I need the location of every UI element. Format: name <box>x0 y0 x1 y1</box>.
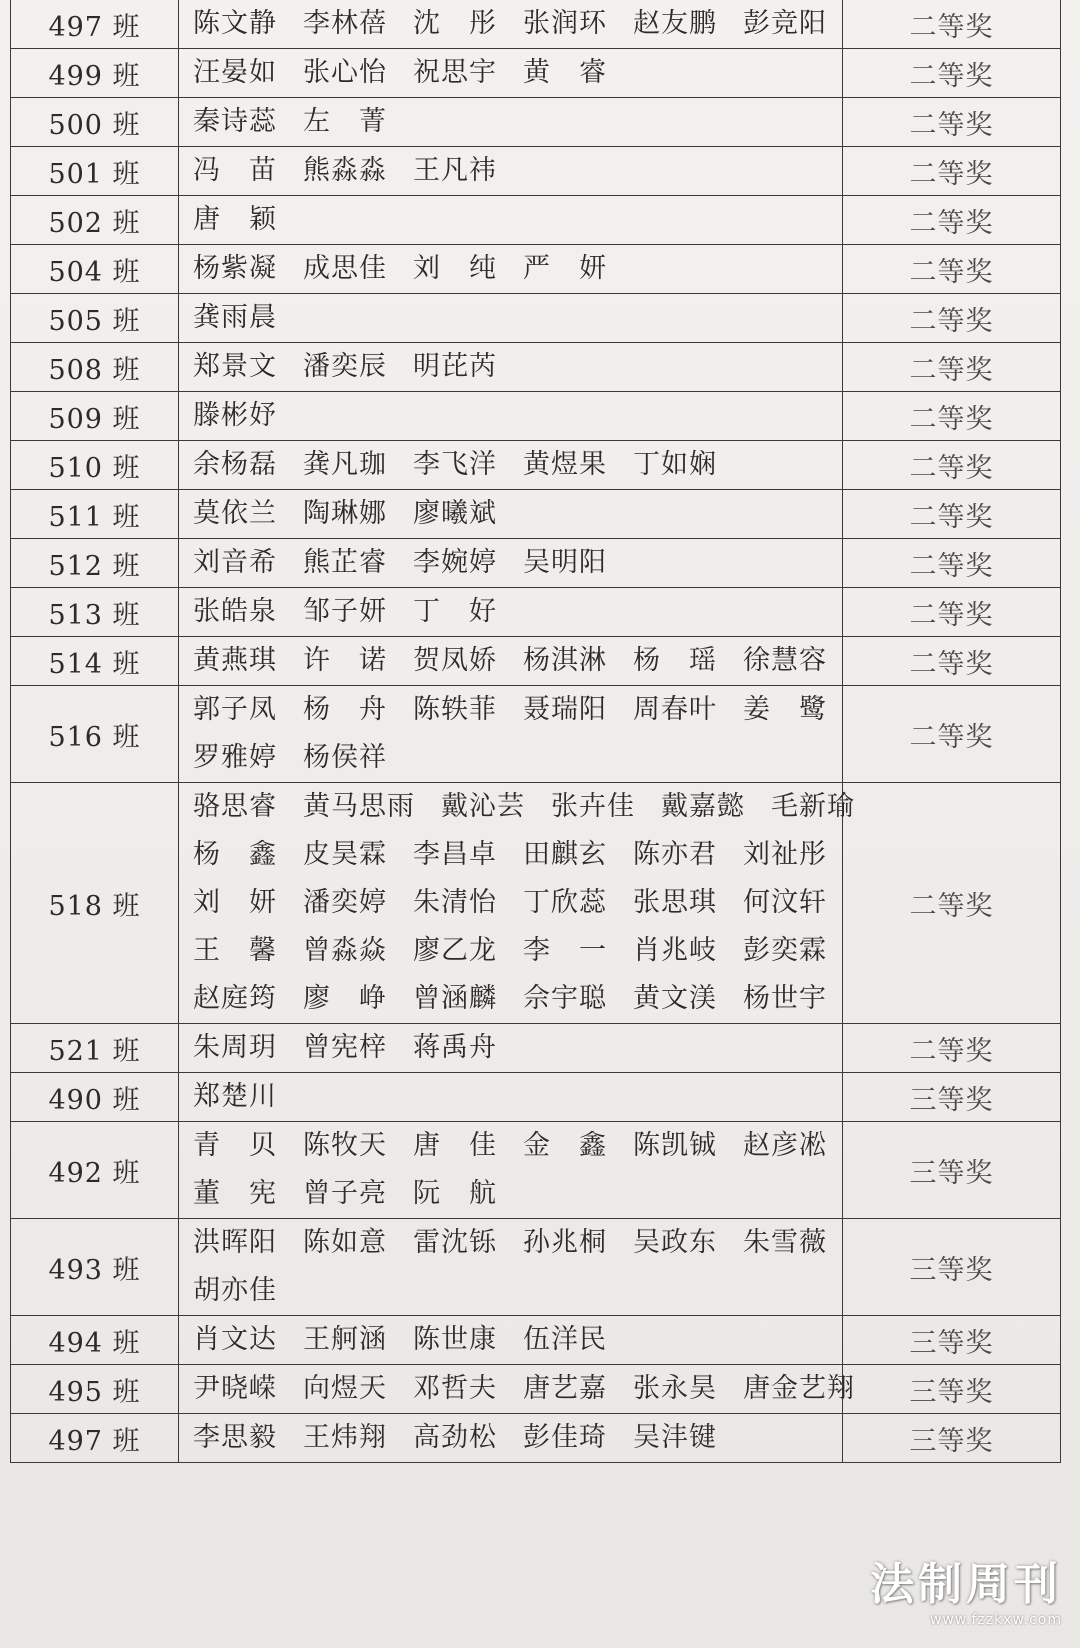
watermark <box>870 1548 1062 1628</box>
names-line <box>193 734 842 782</box>
student-name: 陈亦君 <box>633 839 717 870</box>
names-line <box>193 1122 842 1170</box>
table-row <box>11 588 1061 637</box>
student-name: 秦诗蕊 <box>193 106 277 137</box>
student-name: 王舸涵 <box>303 1324 387 1355</box>
watermark-url: www.fzzkxw.com <box>929 1612 1062 1628</box>
class-cell: 501 班 <box>11 147 179 196</box>
names-cell <box>179 1365 855 1414</box>
class-cell: 500 班 <box>11 98 179 147</box>
student-name: 刘 妍 <box>193 887 277 918</box>
class-cell: 502 班 <box>11 196 179 245</box>
table-row <box>11 1122 1061 1219</box>
table-row <box>11 0 1061 49</box>
names-line <box>193 879 842 927</box>
student-name: 滕彬妤 <box>193 400 277 431</box>
class-cell: 505 班 <box>11 294 179 343</box>
class-cell: 513 班 <box>11 588 179 637</box>
student-name: 潘奕辰 <box>303 351 387 382</box>
names-line <box>193 98 842 146</box>
award-cell: 二等奖 <box>843 637 1061 686</box>
student-name: 戴嘉懿 <box>661 791 745 822</box>
student-name: 张润环 <box>523 8 607 39</box>
student-name: 廖曦斌 <box>413 498 497 529</box>
names-cell <box>179 0 843 49</box>
names-cell <box>179 539 843 588</box>
student-name: 廖 峥 <box>303 983 387 1014</box>
student-name: 伍洋民 <box>523 1324 607 1355</box>
student-name: 姜 鹭 <box>743 694 827 725</box>
names-line <box>193 975 842 1023</box>
student-name: 向煜天 <box>303 1373 387 1404</box>
student-name: 洪晖阳 <box>193 1227 277 1258</box>
award-cell: 三等奖 <box>843 1365 1061 1414</box>
student-name: 王炜翔 <box>303 1422 387 1453</box>
student-name: 金 鑫 <box>523 1130 607 1161</box>
table-row <box>11 392 1061 441</box>
table-row <box>11 343 1061 392</box>
table-row <box>11 1219 1061 1316</box>
student-name: 赵彦凇 <box>743 1130 827 1161</box>
student-name: 邓哲夫 <box>413 1373 497 1404</box>
names-cell <box>179 1073 843 1122</box>
table-row <box>11 1024 1061 1073</box>
student-name: 高劲松 <box>413 1422 497 1453</box>
award-cell: 二等奖 <box>843 196 1061 245</box>
names-cell <box>179 1024 843 1073</box>
student-name: 李婉婷 <box>413 547 497 578</box>
student-name: 彭奕霖 <box>743 935 827 966</box>
names-cell <box>179 588 843 637</box>
student-name: 明芘芮 <box>413 351 497 382</box>
student-name: 王 馨 <box>193 935 277 966</box>
student-name: 杨 舟 <box>303 694 387 725</box>
award-cell: 二等奖 <box>843 0 1061 49</box>
table-row <box>11 294 1061 343</box>
table-row <box>11 1316 1061 1365</box>
table-row <box>11 637 1061 686</box>
names-line <box>193 392 842 440</box>
award-cell: 三等奖 <box>843 1122 1061 1219</box>
award-cell: 二等奖 <box>843 245 1061 294</box>
names-line <box>193 783 855 831</box>
student-name: 孙兆桐 <box>523 1227 607 1258</box>
student-name: 汪晏如 <box>193 57 277 88</box>
student-name: 吴沣键 <box>633 1422 717 1453</box>
student-name: 许 诺 <box>303 645 387 676</box>
class-cell: 490 班 <box>11 1073 179 1122</box>
names-line <box>193 686 842 734</box>
student-name: 肖文达 <box>193 1324 277 1355</box>
student-name: 黄煜果 <box>523 449 607 480</box>
names-cell <box>179 147 843 196</box>
class-cell: 495 班 <box>11 1365 179 1414</box>
table-row <box>11 49 1061 98</box>
names-line <box>193 831 842 879</box>
student-name: 董 宪 <box>193 1178 277 1209</box>
names-line <box>193 1219 842 1267</box>
student-name: 胡亦佳 <box>193 1275 277 1306</box>
table-row <box>11 196 1061 245</box>
award-cell: 二等奖 <box>843 490 1061 539</box>
student-name: 陈牧天 <box>303 1130 387 1161</box>
names-line <box>193 147 842 195</box>
class-cell: 516 班 <box>11 686 179 783</box>
table-row <box>11 686 1061 783</box>
names-line <box>193 343 842 391</box>
student-name: 唐金艺翔 <box>743 1373 855 1404</box>
student-name: 杨 瑶 <box>633 645 717 676</box>
student-name: 聂瑞阳 <box>523 694 607 725</box>
award-cell: 二等奖 <box>843 343 1061 392</box>
award-cell: 二等奖 <box>843 98 1061 147</box>
student-name: 李 一 <box>523 935 607 966</box>
student-name: 雷沈铄 <box>413 1227 497 1258</box>
names-cell <box>179 1316 843 1365</box>
student-name: 黄燕琪 <box>193 645 277 676</box>
student-name: 黄马思雨 <box>303 791 415 822</box>
names-cell <box>179 637 843 686</box>
class-cell: 497 班 <box>11 1414 179 1463</box>
award-cell: 二等奖 <box>843 686 1061 783</box>
student-name: 邹子妍 <box>303 596 387 627</box>
names-line <box>193 196 842 244</box>
table-row <box>11 1073 1061 1122</box>
student-name: 毛新瑜 <box>771 791 855 822</box>
student-name: 阮 航 <box>413 1178 497 1209</box>
student-name: 潘奕婷 <box>303 887 387 918</box>
class-cell: 492 班 <box>11 1122 179 1219</box>
names-cell <box>179 1219 843 1316</box>
student-name: 杨侯祥 <box>303 742 387 773</box>
class-cell: 518 班 <box>11 783 179 1024</box>
names-line <box>193 1073 842 1121</box>
names-cell <box>179 686 843 783</box>
student-name: 张永昊 <box>633 1373 717 1404</box>
table-row <box>11 441 1061 490</box>
student-name: 杨 鑫 <box>193 839 277 870</box>
names-line <box>193 245 842 293</box>
class-cell: 510 班 <box>11 441 179 490</box>
student-name: 陶琳娜 <box>303 498 387 529</box>
student-name: 李思毅 <box>193 1422 277 1453</box>
student-name: 冯 苗 <box>193 155 277 186</box>
award-cell: 二等奖 <box>843 294 1061 343</box>
student-name: 戴沁芸 <box>441 791 525 822</box>
student-name: 祝思宇 <box>413 57 497 88</box>
student-name: 龚凡珈 <box>303 449 387 480</box>
student-name: 严 妍 <box>523 253 607 284</box>
student-name: 李飞洋 <box>413 449 497 480</box>
student-name: 曾宪梓 <box>303 1032 387 1063</box>
student-name: 唐艺嘉 <box>523 1373 607 1404</box>
names-cell <box>179 1122 843 1219</box>
student-name: 朱清怡 <box>413 887 497 918</box>
student-name: 郭子凤 <box>193 694 277 725</box>
student-name: 杨世宇 <box>743 983 827 1014</box>
class-cell: 494 班 <box>11 1316 179 1365</box>
student-name: 廖乙龙 <box>413 935 497 966</box>
student-name: 陈轶菲 <box>413 694 497 725</box>
award-cell: 二等奖 <box>843 147 1061 196</box>
student-name: 左 菁 <box>303 106 387 137</box>
student-name: 余杨磊 <box>193 449 277 480</box>
award-cell: 三等奖 <box>843 1073 1061 1122</box>
student-name: 曾子亮 <box>303 1178 387 1209</box>
student-name: 赵庭筠 <box>193 983 277 1014</box>
student-name: 肖兆岐 <box>633 935 717 966</box>
student-name: 何汶轩 <box>743 887 827 918</box>
names-cell <box>179 441 843 490</box>
class-cell: 514 班 <box>11 637 179 686</box>
student-name: 李昌卓 <box>413 839 497 870</box>
student-name: 曾淼焱 <box>303 935 387 966</box>
student-name: 熊芷睿 <box>303 547 387 578</box>
award-cell: 三等奖 <box>843 1414 1061 1463</box>
student-name: 尹晓嵘 <box>193 1373 277 1404</box>
table-row <box>11 490 1061 539</box>
names-cell <box>179 490 843 539</box>
student-name: 郑景文 <box>193 351 277 382</box>
names-line <box>193 1316 842 1364</box>
student-name: 罗雅婷 <box>193 742 277 773</box>
student-name: 李林蓓 <box>303 8 387 39</box>
student-name: 沈 彤 <box>413 8 497 39</box>
names-line <box>193 294 842 342</box>
names-cell <box>179 98 843 147</box>
student-name: 蒋禹舟 <box>413 1032 497 1063</box>
student-name: 王凡祎 <box>413 155 497 186</box>
student-name: 陈文静 <box>193 8 277 39</box>
class-cell: 509 班 <box>11 392 179 441</box>
names-cell <box>179 392 843 441</box>
table-row <box>11 147 1061 196</box>
award-table <box>10 0 1061 1463</box>
student-name: 丁欣蕊 <box>523 887 607 918</box>
student-name: 周春叶 <box>633 694 717 725</box>
names-cell <box>179 343 843 392</box>
student-name: 唐 颖 <box>193 204 277 235</box>
watermark-title: 法制周刊 <box>870 1559 1062 1610</box>
table-row <box>11 1365 1061 1414</box>
student-name: 黄 睿 <box>523 57 607 88</box>
names-line <box>193 0 842 48</box>
student-name: 刘 纯 <box>413 253 497 284</box>
student-name: 熊淼淼 <box>303 155 387 186</box>
student-name: 张卉佳 <box>551 791 635 822</box>
student-name: 张心怡 <box>303 57 387 88</box>
names-line <box>193 1414 842 1462</box>
student-name: 刘祉彤 <box>743 839 827 870</box>
student-name: 陈世康 <box>413 1324 497 1355</box>
class-cell: 493 班 <box>11 1219 179 1316</box>
names-line <box>193 1365 855 1413</box>
names-line <box>193 539 842 587</box>
student-name: 皮昊霖 <box>303 839 387 870</box>
names-line <box>193 441 842 489</box>
student-name: 徐慧容 <box>743 645 827 676</box>
names-line <box>193 1170 842 1218</box>
student-name: 曾涵麟 <box>413 983 497 1014</box>
names-cell <box>179 1414 843 1463</box>
award-cell: 二等奖 <box>843 783 1061 1024</box>
award-cell: 二等奖 <box>843 392 1061 441</box>
class-cell: 511 班 <box>11 490 179 539</box>
names-line <box>193 1267 842 1315</box>
student-name: 丁如娴 <box>633 449 717 480</box>
student-name: 龚雨晨 <box>193 302 277 333</box>
table-row <box>11 539 1061 588</box>
class-cell: 504 班 <box>11 245 179 294</box>
student-name: 杨淇淋 <box>523 645 607 676</box>
award-cell: 三等奖 <box>843 1316 1061 1365</box>
class-cell: 497 班 <box>11 0 179 49</box>
award-cell: 二等奖 <box>843 588 1061 637</box>
award-cell: 二等奖 <box>843 49 1061 98</box>
class-cell: 508 班 <box>11 343 179 392</box>
student-name: 刘音希 <box>193 547 277 578</box>
award-cell: 二等奖 <box>843 441 1061 490</box>
student-name: 佘宇聪 <box>523 983 607 1014</box>
names-line <box>193 588 842 636</box>
student-name: 黄文渼 <box>633 983 717 1014</box>
student-name: 赵友鹏 <box>633 8 717 39</box>
student-name: 成思佳 <box>303 253 387 284</box>
student-name: 莫依兰 <box>193 498 277 529</box>
student-name: 田麒玄 <box>523 839 607 870</box>
student-name: 彭竞阳 <box>743 8 827 39</box>
student-name: 张思琪 <box>633 887 717 918</box>
names-line <box>193 49 842 97</box>
names-cell <box>179 294 843 343</box>
student-name: 陈如意 <box>303 1227 387 1258</box>
student-name: 朱雪薇 <box>743 1227 827 1258</box>
names-cell <box>179 196 843 245</box>
award-cell: 三等奖 <box>843 1219 1061 1316</box>
student-name: 吴明阳 <box>523 547 607 578</box>
student-name: 彭佳琦 <box>523 1422 607 1453</box>
names-cell <box>179 783 855 1024</box>
student-name: 郑楚川 <box>193 1081 277 1112</box>
student-name: 杨紫凝 <box>193 253 277 284</box>
table-row <box>11 1414 1061 1463</box>
names-line <box>193 1024 842 1072</box>
table-row <box>11 98 1061 147</box>
student-name: 朱周玥 <box>193 1032 277 1063</box>
names-line <box>193 927 842 975</box>
class-cell: 512 班 <box>11 539 179 588</box>
names-cell <box>179 49 843 98</box>
student-name: 骆思睿 <box>193 791 277 822</box>
table-row <box>11 783 1061 1024</box>
award-cell: 二等奖 <box>843 1024 1061 1073</box>
student-name: 贺凤娇 <box>413 645 497 676</box>
class-cell: 521 班 <box>11 1024 179 1073</box>
class-cell: 499 班 <box>11 49 179 98</box>
table-row <box>11 245 1061 294</box>
student-name: 陈凯铖 <box>633 1130 717 1161</box>
student-name: 吴政东 <box>633 1227 717 1258</box>
student-name: 唐 佳 <box>413 1130 497 1161</box>
student-name: 丁 好 <box>413 596 497 627</box>
student-name: 青 贝 <box>193 1130 277 1161</box>
names-line <box>193 490 842 538</box>
student-name: 张皓泉 <box>193 596 277 627</box>
names-line <box>193 637 842 685</box>
names-cell <box>179 245 843 294</box>
award-cell: 二等奖 <box>843 539 1061 588</box>
